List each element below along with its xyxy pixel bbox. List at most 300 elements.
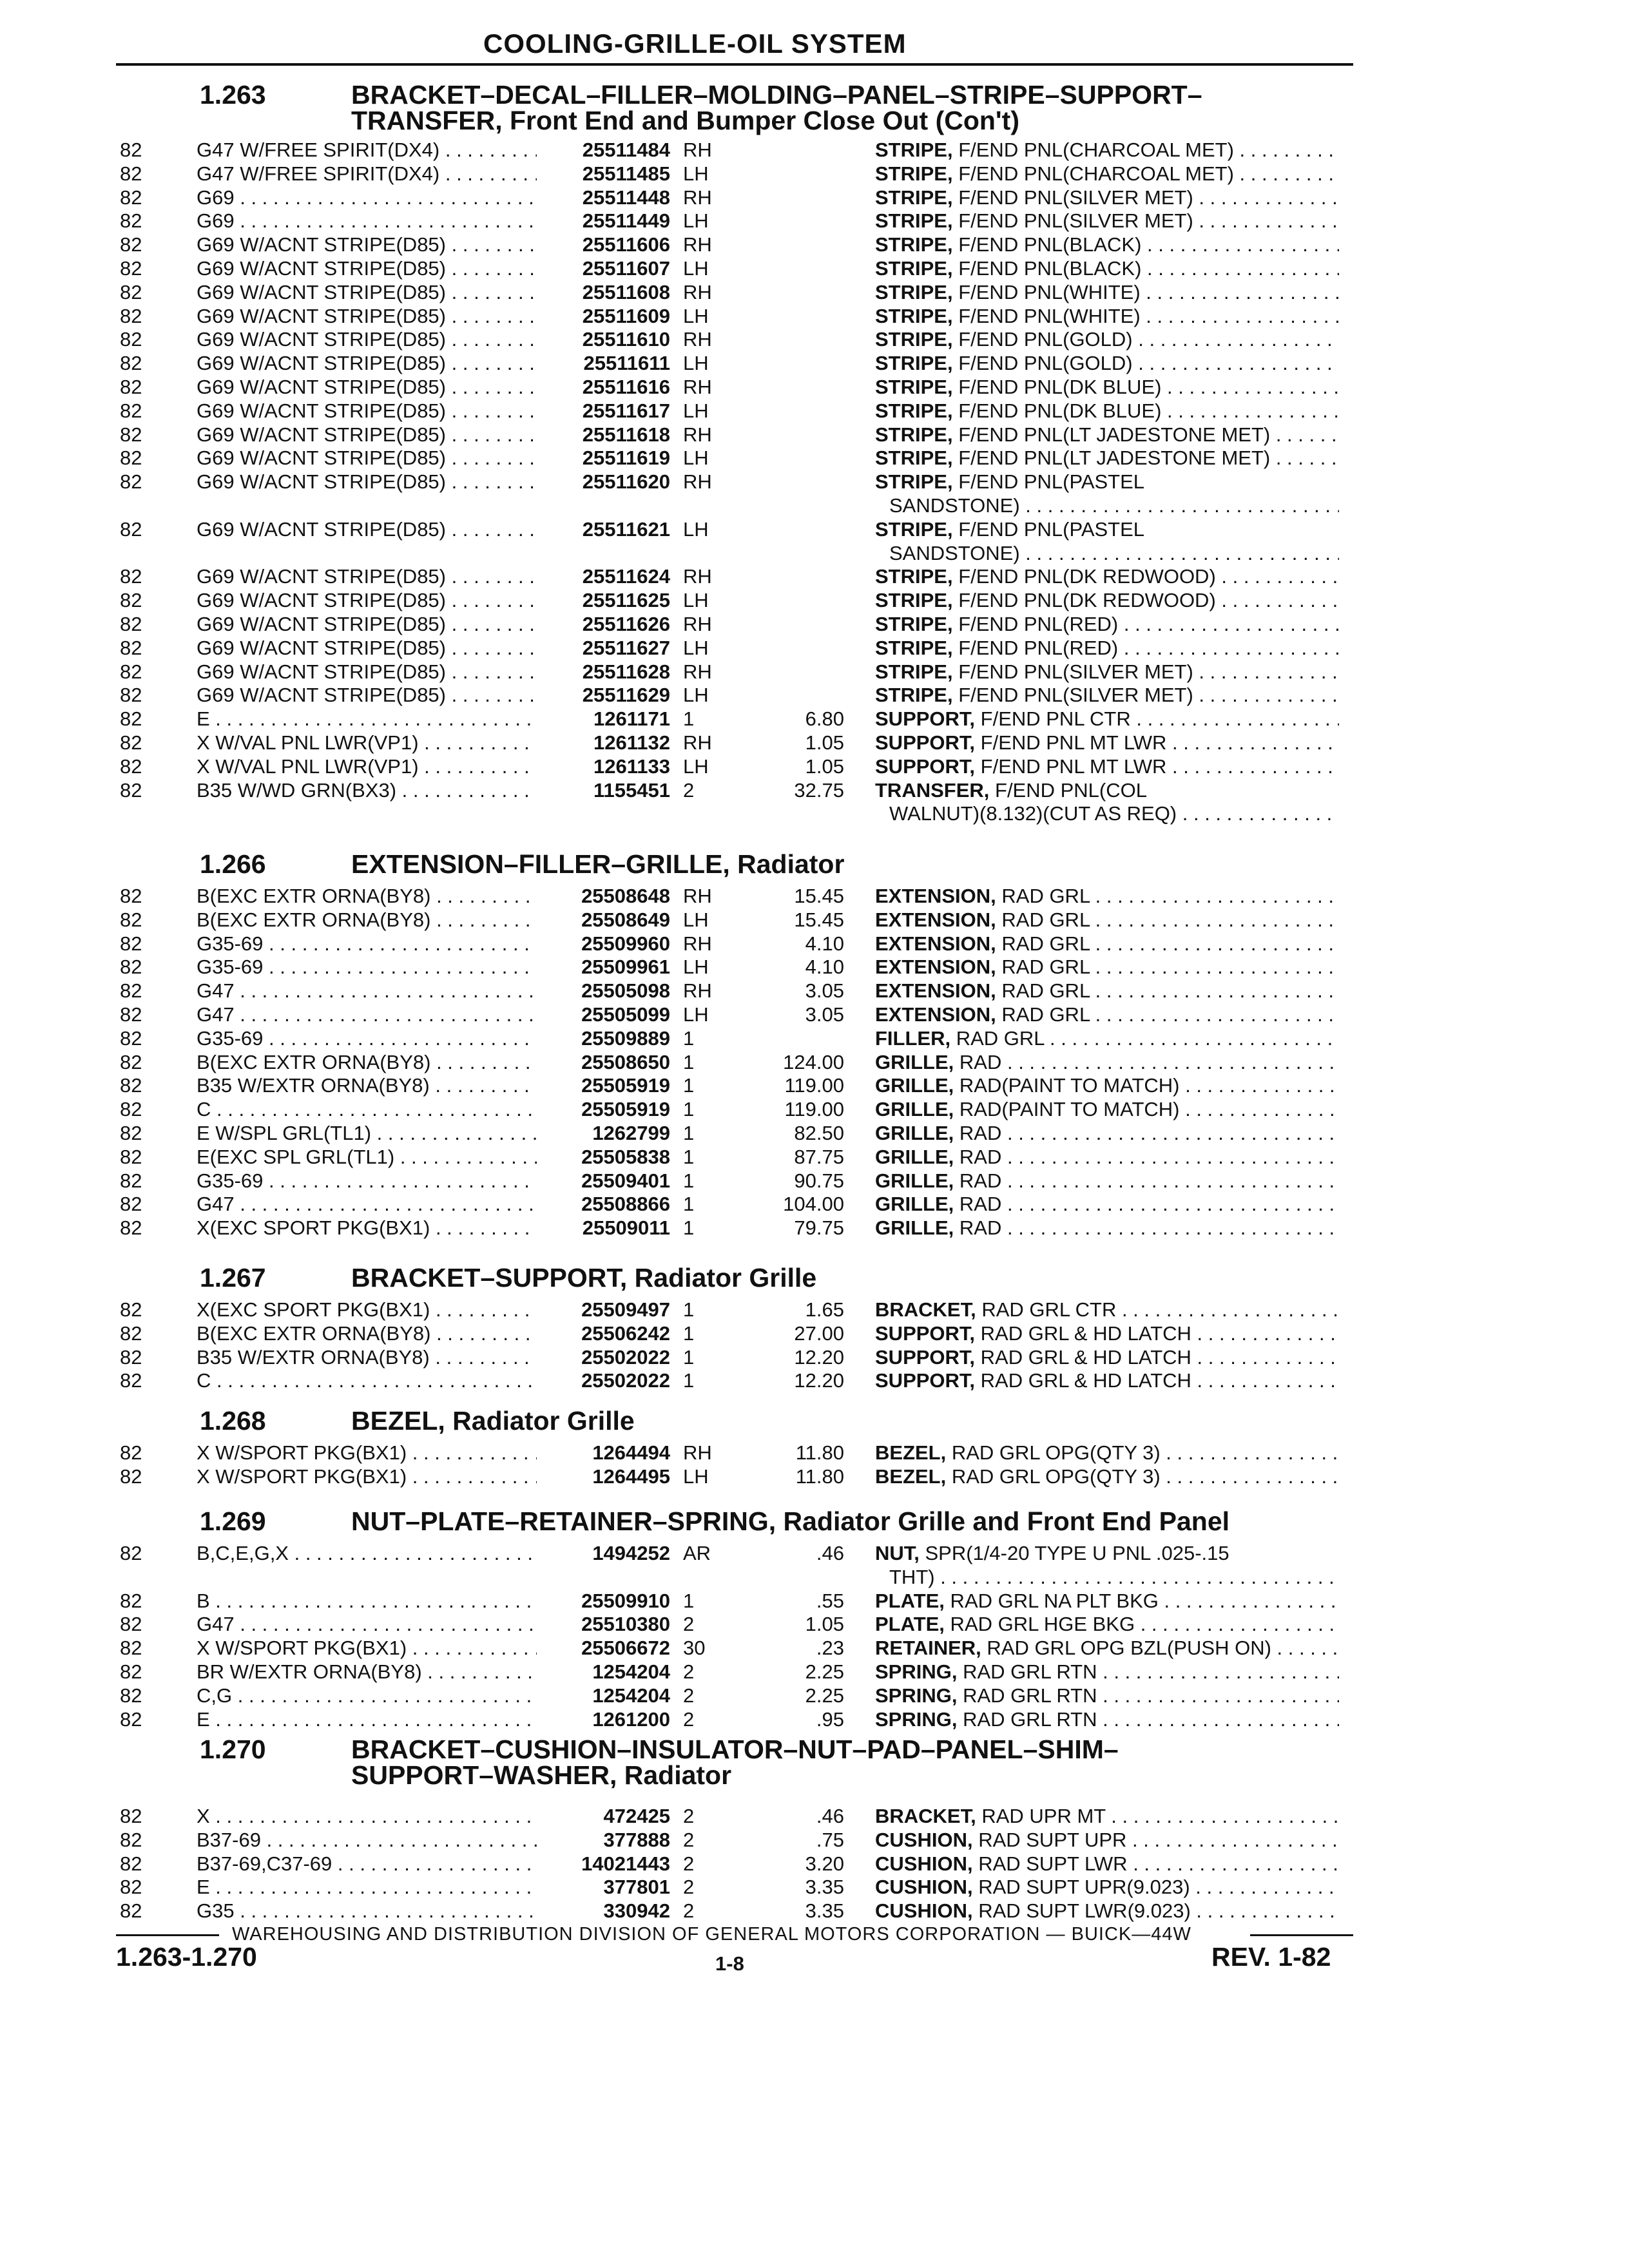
catalog-year: 82: [120, 1441, 142, 1464]
description-text: RAD: [954, 1216, 1002, 1240]
description: [875, 1612, 1339, 1636]
catalog-year: 82: [120, 1321, 142, 1345]
price: 15.45: [794, 908, 844, 931]
description-text: RAD GRL OPG(QTY 3): [946, 1441, 1161, 1464]
description-keyword: STRIPE,: [875, 233, 953, 256]
quantity: RH: [683, 139, 712, 161]
description: [875, 399, 1339, 423]
description-keyword: EXTENSION,: [875, 885, 996, 907]
description: [875, 1852, 1339, 1876]
catalog-year: 82: [120, 589, 142, 612]
section-number: 1.270: [200, 1735, 266, 1764]
description-text: RAD GRL: [996, 956, 1090, 979]
description-text: RAD GRL RTN: [957, 1707, 1097, 1731]
description-keyword: SUPPORT,: [875, 1321, 976, 1345]
part-number: 25502022: [581, 1369, 670, 1392]
price: 79.75: [794, 1216, 844, 1240]
catalog-year: 82: [120, 1122, 142, 1144]
application: X W/VAL PNL LWR(VP1) . . .: [197, 731, 537, 754]
quantity: LH: [683, 209, 709, 233]
application: G35 . . .: [197, 1899, 537, 1923]
description: [875, 1321, 1339, 1345]
description-text: RAD GRL: [996, 979, 1090, 1003]
description-text: RAD GRL & HD LATCH: [975, 1345, 1191, 1369]
price: 6.80: [805, 707, 844, 731]
application: B35 W/WD GRN(BX3) . . .: [197, 778, 537, 802]
quantity: 2: [683, 1805, 695, 1827]
catalog-year: 82: [120, 565, 142, 588]
table-row: [0, 375, 1629, 399]
description-keyword: PLATE,: [875, 1589, 945, 1612]
catalog-year: 82: [120, 956, 142, 979]
application: G69 W/ACNT STRIPE(D85) . . .: [197, 256, 537, 280]
description-text: F/END PNL MT LWR: [975, 754, 1167, 778]
section-title: NUT–PLATE–RETAINER–SPRING, Radiator Grille and Front End Panel: [351, 1506, 1230, 1536]
catalog-year: 82: [120, 1613, 142, 1636]
section-number: 1.266: [200, 849, 266, 879]
catalog-year: 82: [120, 1050, 142, 1073]
table-row-continuation: [0, 1565, 1629, 1589]
quantity: LH: [683, 162, 709, 185]
table-row: [0, 1875, 1629, 1899]
application: X W/VAL PNL LWR(VP1) . . .: [197, 754, 537, 778]
application: G47 W/FREE SPIRIT(DX4) . . .: [197, 138, 537, 162]
description: [875, 636, 1339, 660]
part-number: 1254204: [592, 1660, 670, 1683]
description-text: RAD GRL OPG BZL(PUSH ON): [981, 1637, 1271, 1660]
description-keyword: STRIPE,: [875, 162, 953, 185]
description-keyword: STRIPE,: [875, 139, 953, 161]
catalog-year: 82: [120, 423, 142, 446]
catalog-year: 82: [120, 1145, 142, 1168]
application: G69 W/ACNT STRIPE(D85) . . .: [197, 636, 537, 660]
description: [875, 1145, 1339, 1169]
section-title: BRACKET–SUPPORT, Radiator Grille: [351, 1263, 817, 1293]
description-keyword: STRIPE,: [875, 636, 953, 659]
table-row: [0, 1589, 1629, 1613]
price: 124.00: [783, 1050, 844, 1073]
catalog-year: 82: [120, 1637, 142, 1660]
price: 104.00: [783, 1193, 844, 1216]
footer-revision: REV. 1-82: [1211, 1942, 1331, 1972]
table-row: [0, 932, 1629, 956]
description-text: RAD: [954, 1193, 1002, 1216]
description-text: F/END PNL(WHITE): [952, 304, 1141, 327]
description: [875, 588, 1339, 612]
application: B(EXC EXTR ORNA(BY8) . . .: [197, 908, 537, 932]
part-number: 25511485: [582, 162, 670, 185]
section-title: SUPPORT–WASHER, Radiator: [351, 1760, 732, 1790]
price: 82.50: [794, 1122, 844, 1144]
quantity: RH: [683, 932, 712, 955]
description-text: RAD(PAINT TO MATCH): [954, 1074, 1180, 1097]
table-row: [0, 1003, 1629, 1026]
description-text: F/END PNL(SILVER MET): [952, 186, 1193, 209]
table-row: [0, 256, 1629, 280]
description: [875, 1169, 1339, 1193]
description: [875, 375, 1339, 399]
part-number: 25509401: [581, 1169, 670, 1192]
catalog-year: 82: [120, 885, 142, 907]
application: G35-69 . . .: [197, 955, 537, 979]
application: G69 W/ACNT STRIPE(D85) . . .: [197, 423, 537, 447]
part-number: 25511449: [582, 209, 670, 233]
quantity: 1: [683, 707, 695, 731]
quantity: LH: [683, 956, 709, 979]
part-number: 1254204: [592, 1684, 670, 1707]
catalog-year: 82: [120, 1003, 142, 1026]
description-keyword: GRILLE,: [875, 1169, 954, 1192]
table-row: [0, 399, 1629, 423]
description-keyword: GRILLE,: [875, 1098, 954, 1121]
catalog-year: 82: [120, 376, 142, 398]
description-keyword: STRIPE,: [875, 257, 953, 280]
application: X(EXC SPORT PKG(BX1) . . .: [197, 1216, 537, 1240]
description-keyword: SUPPORT,: [875, 1345, 976, 1369]
application: G69 W/ACNT STRIPE(D85) . . .: [197, 612, 537, 636]
description-keyword: BRACKET,: [875, 1298, 976, 1321]
application: X . . .: [197, 1804, 537, 1828]
part-number: 25502022: [581, 1345, 670, 1369]
part-number: 25511627: [582, 636, 670, 659]
description-text: RAD GRL & HD LATCH: [975, 1321, 1191, 1345]
quantity: RH: [683, 979, 712, 1003]
description: [875, 1003, 1339, 1026]
application: B(EXC EXTR ORNA(BY8) . . .: [197, 1050, 537, 1074]
catalog-year: 82: [120, 660, 142, 683]
table-row: [0, 1465, 1629, 1488]
description-text: F/END PNL(SILVER MET): [952, 209, 1193, 233]
description-text: F/END PNL(PASTEL: [952, 470, 1145, 494]
description-text: RAD SUPT LWR(9.023): [972, 1899, 1191, 1923]
price: 4.10: [805, 956, 844, 979]
part-number: 377801: [603, 1876, 670, 1899]
quantity: AR: [683, 1542, 711, 1564]
description-keyword: EXTENSION,: [875, 1003, 996, 1026]
application: B,C,E,G,X . . .: [197, 1541, 537, 1565]
catalog-year: 82: [120, 1589, 142, 1612]
price: 11.80: [795, 1465, 844, 1488]
quantity: RH: [683, 423, 712, 446]
quantity: 1: [683, 1345, 695, 1369]
catalog-year: 82: [120, 399, 142, 422]
table-row: [0, 1298, 1629, 1321]
part-number: 25505098: [581, 979, 670, 1003]
description-keyword: GRILLE,: [875, 1050, 954, 1073]
footer-section-range: 1.263-1.270: [116, 1942, 257, 1972]
price: 87.75: [794, 1145, 844, 1168]
application: E . . .: [197, 707, 537, 731]
description-text: RAD: [954, 1169, 1002, 1192]
table-row: [0, 1216, 1629, 1240]
description-continuation: WALNUT)(8.132)(CUT AS REQ) . . .: [889, 802, 1339, 825]
description-keyword: STRIPE,: [875, 376, 953, 398]
description: [875, 564, 1339, 588]
description: [875, 304, 1339, 328]
quantity: LH: [683, 589, 709, 612]
description-keyword: STRIPE,: [875, 209, 953, 233]
description-keyword: SPRING,: [875, 1707, 958, 1731]
description-text: RAD GRL HGE BKG: [944, 1613, 1135, 1636]
description-text: RAD(PAINT TO MATCH): [954, 1098, 1180, 1121]
description-keyword: SUPPORT,: [875, 1369, 976, 1392]
price: 3.20: [805, 1852, 844, 1875]
application: E W/SPL GRL(TL1) . . .: [197, 1121, 537, 1145]
description-keyword: STRIPE,: [875, 304, 953, 327]
description-text: F/END PNL(DK BLUE): [952, 399, 1162, 422]
catalog-year: 82: [120, 470, 142, 494]
description: [875, 1660, 1339, 1684]
footer-rule-right: [1250, 1934, 1353, 1936]
catalog-year: 82: [120, 731, 142, 754]
table-row: [0, 1145, 1629, 1169]
application: G69 . . .: [197, 209, 537, 233]
section-title: BRACKET–CUSHION–INSULATOR–NUT–PAD–PANEL–SHIM–: [351, 1735, 1119, 1764]
price: 1.65: [805, 1298, 844, 1321]
price: .23: [816, 1637, 844, 1660]
catalog-year: 82: [120, 1542, 142, 1564]
application: G69 W/ACNT STRIPE(D85) . . .: [197, 683, 537, 707]
price: 3.35: [805, 1899, 844, 1923]
catalog-year: 82: [120, 1026, 142, 1050]
description-text: F/END PNL(GOLD): [952, 352, 1133, 375]
price: 32.75: [794, 778, 844, 802]
application: X W/SPORT PKG(BX1) . . .: [197, 1636, 537, 1660]
application: E(EXC SPL GRL(TL1) . . .: [197, 1145, 537, 1169]
quantity: 2: [683, 1828, 695, 1851]
table-row: [0, 1441, 1629, 1465]
description: [875, 1684, 1339, 1707]
section-number: 1.263: [200, 80, 266, 110]
catalog-year: 82: [120, 304, 142, 327]
table-row: [0, 1073, 1629, 1097]
description-keyword: STRIPE,: [875, 447, 953, 470]
catalog-year: 82: [120, 280, 142, 303]
description-text: F/END PNL(SILVER MET): [952, 660, 1193, 683]
price: 12.20: [794, 1369, 844, 1392]
description-text: F/END PNL(DK REDWOOD): [952, 589, 1216, 612]
quantity: 1: [683, 1026, 695, 1050]
catalog-year: 82: [120, 1828, 142, 1851]
price: 1.05: [805, 731, 844, 754]
description: [875, 1216, 1339, 1240]
table-row: [0, 1804, 1629, 1828]
price: .95: [816, 1707, 844, 1731]
catalog-year: 82: [120, 613, 142, 635]
quantity: 2: [683, 1707, 695, 1731]
table-row: [0, 1541, 1629, 1565]
part-number: 25505838: [581, 1145, 670, 1168]
table-row: [0, 884, 1629, 908]
quantity: 1: [683, 1122, 695, 1144]
application: G35-69 . . .: [197, 1026, 537, 1050]
description-text: F/END PNL(CHARCOAL MET): [952, 139, 1234, 161]
catalog-year: 82: [120, 1345, 142, 1369]
price: 2.25: [805, 1660, 844, 1683]
description-keyword: STRIPE,: [875, 660, 953, 683]
description-text: RAD GRL RTN: [957, 1660, 1097, 1683]
table-row: [0, 470, 1629, 494]
footer-page-number: 1-8: [715, 1952, 744, 1975]
table-row: [0, 1050, 1629, 1074]
table-row-continuation: [0, 494, 1629, 517]
description-keyword: SPRING,: [875, 1684, 958, 1707]
application: B37-69 . . .: [197, 1828, 537, 1852]
description-text: F/END PNL(LT JADESTONE MET): [952, 423, 1271, 446]
description-text: RAD GRL & HD LATCH: [975, 1369, 1191, 1392]
catalog-year: 82: [120, 1660, 142, 1683]
catalog-year: 82: [120, 1852, 142, 1875]
description-text: RAD SUPT UPR: [972, 1828, 1127, 1851]
description: [875, 660, 1339, 684]
description-keyword: STRIPE,: [875, 423, 953, 446]
part-number: 25508650: [581, 1050, 670, 1073]
table-row: [0, 304, 1629, 328]
table-row-continuation: [0, 541, 1629, 565]
quantity: 1: [683, 1216, 695, 1240]
quantity: 2: [683, 1613, 695, 1636]
description: [875, 979, 1339, 1003]
description-keyword: GRILLE,: [875, 1145, 954, 1168]
description: [875, 1441, 1339, 1465]
description-text: F/END PNL(LT JADESTONE MET): [952, 447, 1271, 470]
catalog-year: 82: [120, 684, 142, 707]
section-number: 1.267: [200, 1263, 266, 1293]
description: [875, 612, 1339, 636]
application: C,G . . .: [197, 1684, 537, 1707]
description-keyword: EXTENSION,: [875, 908, 996, 931]
table-row: [0, 351, 1629, 375]
description-keyword: SPRING,: [875, 1660, 958, 1683]
part-number: 25511607: [582, 257, 670, 280]
description-keyword: STRIPE,: [875, 280, 953, 303]
description-text: RAD GRL OPG(QTY 3): [946, 1465, 1161, 1488]
footer-rule-left: [116, 1934, 219, 1936]
description-keyword: FILLER,: [875, 1026, 951, 1050]
price: 1.05: [805, 754, 844, 778]
section-title: BRACKET–DECAL–FILLER–MOLDING–PANEL–STRIPE–SUPPORT–: [351, 80, 1202, 110]
table-row: [0, 707, 1629, 731]
application: G69 W/ACNT STRIPE(D85) . . .: [197, 304, 537, 328]
quantity: 2: [683, 1852, 695, 1875]
part-number: 1494252: [592, 1542, 670, 1564]
part-number: 25509960: [581, 932, 670, 955]
description-keyword: STRIPE,: [875, 565, 953, 588]
description: [875, 1369, 1339, 1392]
application: BR W/EXTR ORNA(BY8) . . .: [197, 1660, 537, 1684]
quantity: 2: [683, 1684, 695, 1707]
part-number: 472425: [603, 1805, 670, 1827]
quantity: 2: [683, 1899, 695, 1923]
quantity: RH: [683, 280, 712, 303]
table-row: [0, 138, 1629, 162]
part-number: 25506672: [581, 1637, 670, 1660]
part-number: 1261200: [592, 1707, 670, 1731]
description-text: F/END PNL CTR: [975, 707, 1131, 731]
section-number: 1.268: [200, 1406, 266, 1436]
description-keyword: EXTENSION,: [875, 979, 996, 1003]
description-keyword: PLATE,: [875, 1613, 945, 1636]
part-number: 1262799: [592, 1122, 670, 1144]
quantity: RH: [683, 565, 712, 588]
description-keyword: STRIPE,: [875, 589, 953, 612]
catalog-year: 82: [120, 328, 142, 351]
price: 3.35: [805, 1876, 844, 1899]
part-number: 25511621: [582, 517, 670, 541]
catalog-year: 82: [120, 1707, 142, 1731]
description: [875, 1465, 1339, 1488]
application: G69 W/ACNT STRIPE(D85) . . .: [197, 399, 537, 423]
description-keyword: STRIPE,: [875, 684, 953, 707]
part-number: 1264494: [592, 1441, 670, 1464]
description-keyword: STRIPE,: [875, 399, 953, 422]
description-keyword: CUSHION,: [875, 1876, 973, 1899]
catalog-year: 82: [120, 1465, 142, 1488]
description-text: RAD: [954, 1145, 1002, 1168]
description-keyword: EXTENSION,: [875, 932, 996, 955]
part-number: 25511484: [582, 139, 670, 161]
table-row: [0, 1852, 1629, 1876]
price: 90.75: [794, 1169, 844, 1192]
description-keyword: STRIPE,: [875, 613, 953, 635]
table-row: [0, 1660, 1629, 1684]
part-number: 25509011: [582, 1216, 670, 1240]
quantity: RH: [683, 1441, 712, 1464]
quantity: LH: [683, 257, 709, 280]
catalog-year: 82: [120, 1805, 142, 1827]
part-number: 25511609: [582, 304, 670, 327]
price: .75: [816, 1828, 844, 1851]
application: G69 W/ACNT STRIPE(D85) . . .: [197, 351, 537, 375]
quantity: 2: [683, 778, 695, 802]
description-text: F/END PNL(COL: [989, 778, 1147, 802]
description: [875, 932, 1339, 956]
description: [875, 1192, 1339, 1216]
description: [875, 351, 1339, 375]
table-row: [0, 1321, 1629, 1345]
table-row: [0, 1169, 1629, 1193]
part-number: 330942: [603, 1899, 670, 1923]
application: G69 W/ACNT STRIPE(D85) . . .: [197, 446, 537, 470]
application: G35-69 . . .: [197, 1169, 537, 1193]
quantity: 2: [683, 1660, 695, 1683]
application: B(EXC EXTR ORNA(BY8) . . .: [197, 884, 537, 908]
catalog-year: 82: [120, 1899, 142, 1923]
description-text: RAD: [954, 1122, 1002, 1144]
part-number: 25511618: [582, 423, 670, 446]
application: G47 . . .: [197, 1612, 537, 1636]
catalog-year: 82: [120, 908, 142, 931]
quantity: LH: [683, 1465, 709, 1488]
part-number: 25511616: [582, 376, 670, 398]
description-text: F/END PNL(SILVER MET): [952, 684, 1193, 707]
description-text: RAD SUPT UPR(9.023): [972, 1876, 1190, 1899]
price: 11.80: [795, 1441, 844, 1464]
description: [875, 1875, 1339, 1899]
quantity: RH: [683, 470, 712, 494]
part-number: 377888: [603, 1828, 670, 1851]
description-keyword: BRACKET,: [875, 1805, 976, 1827]
description: [875, 1097, 1339, 1121]
table-row: [0, 280, 1629, 304]
description-keyword: SUPPORT,: [875, 754, 976, 778]
catalog-year: 82: [120, 233, 142, 256]
description-keyword: STRIPE,: [875, 186, 953, 209]
application: G69 W/ACNT STRIPE(D85) . . .: [197, 327, 537, 351]
part-number: 25511626: [582, 613, 670, 635]
application: X(EXC SPORT PKG(BX1) . . .: [197, 1298, 537, 1321]
description-text: RAD GRL: [996, 908, 1090, 931]
